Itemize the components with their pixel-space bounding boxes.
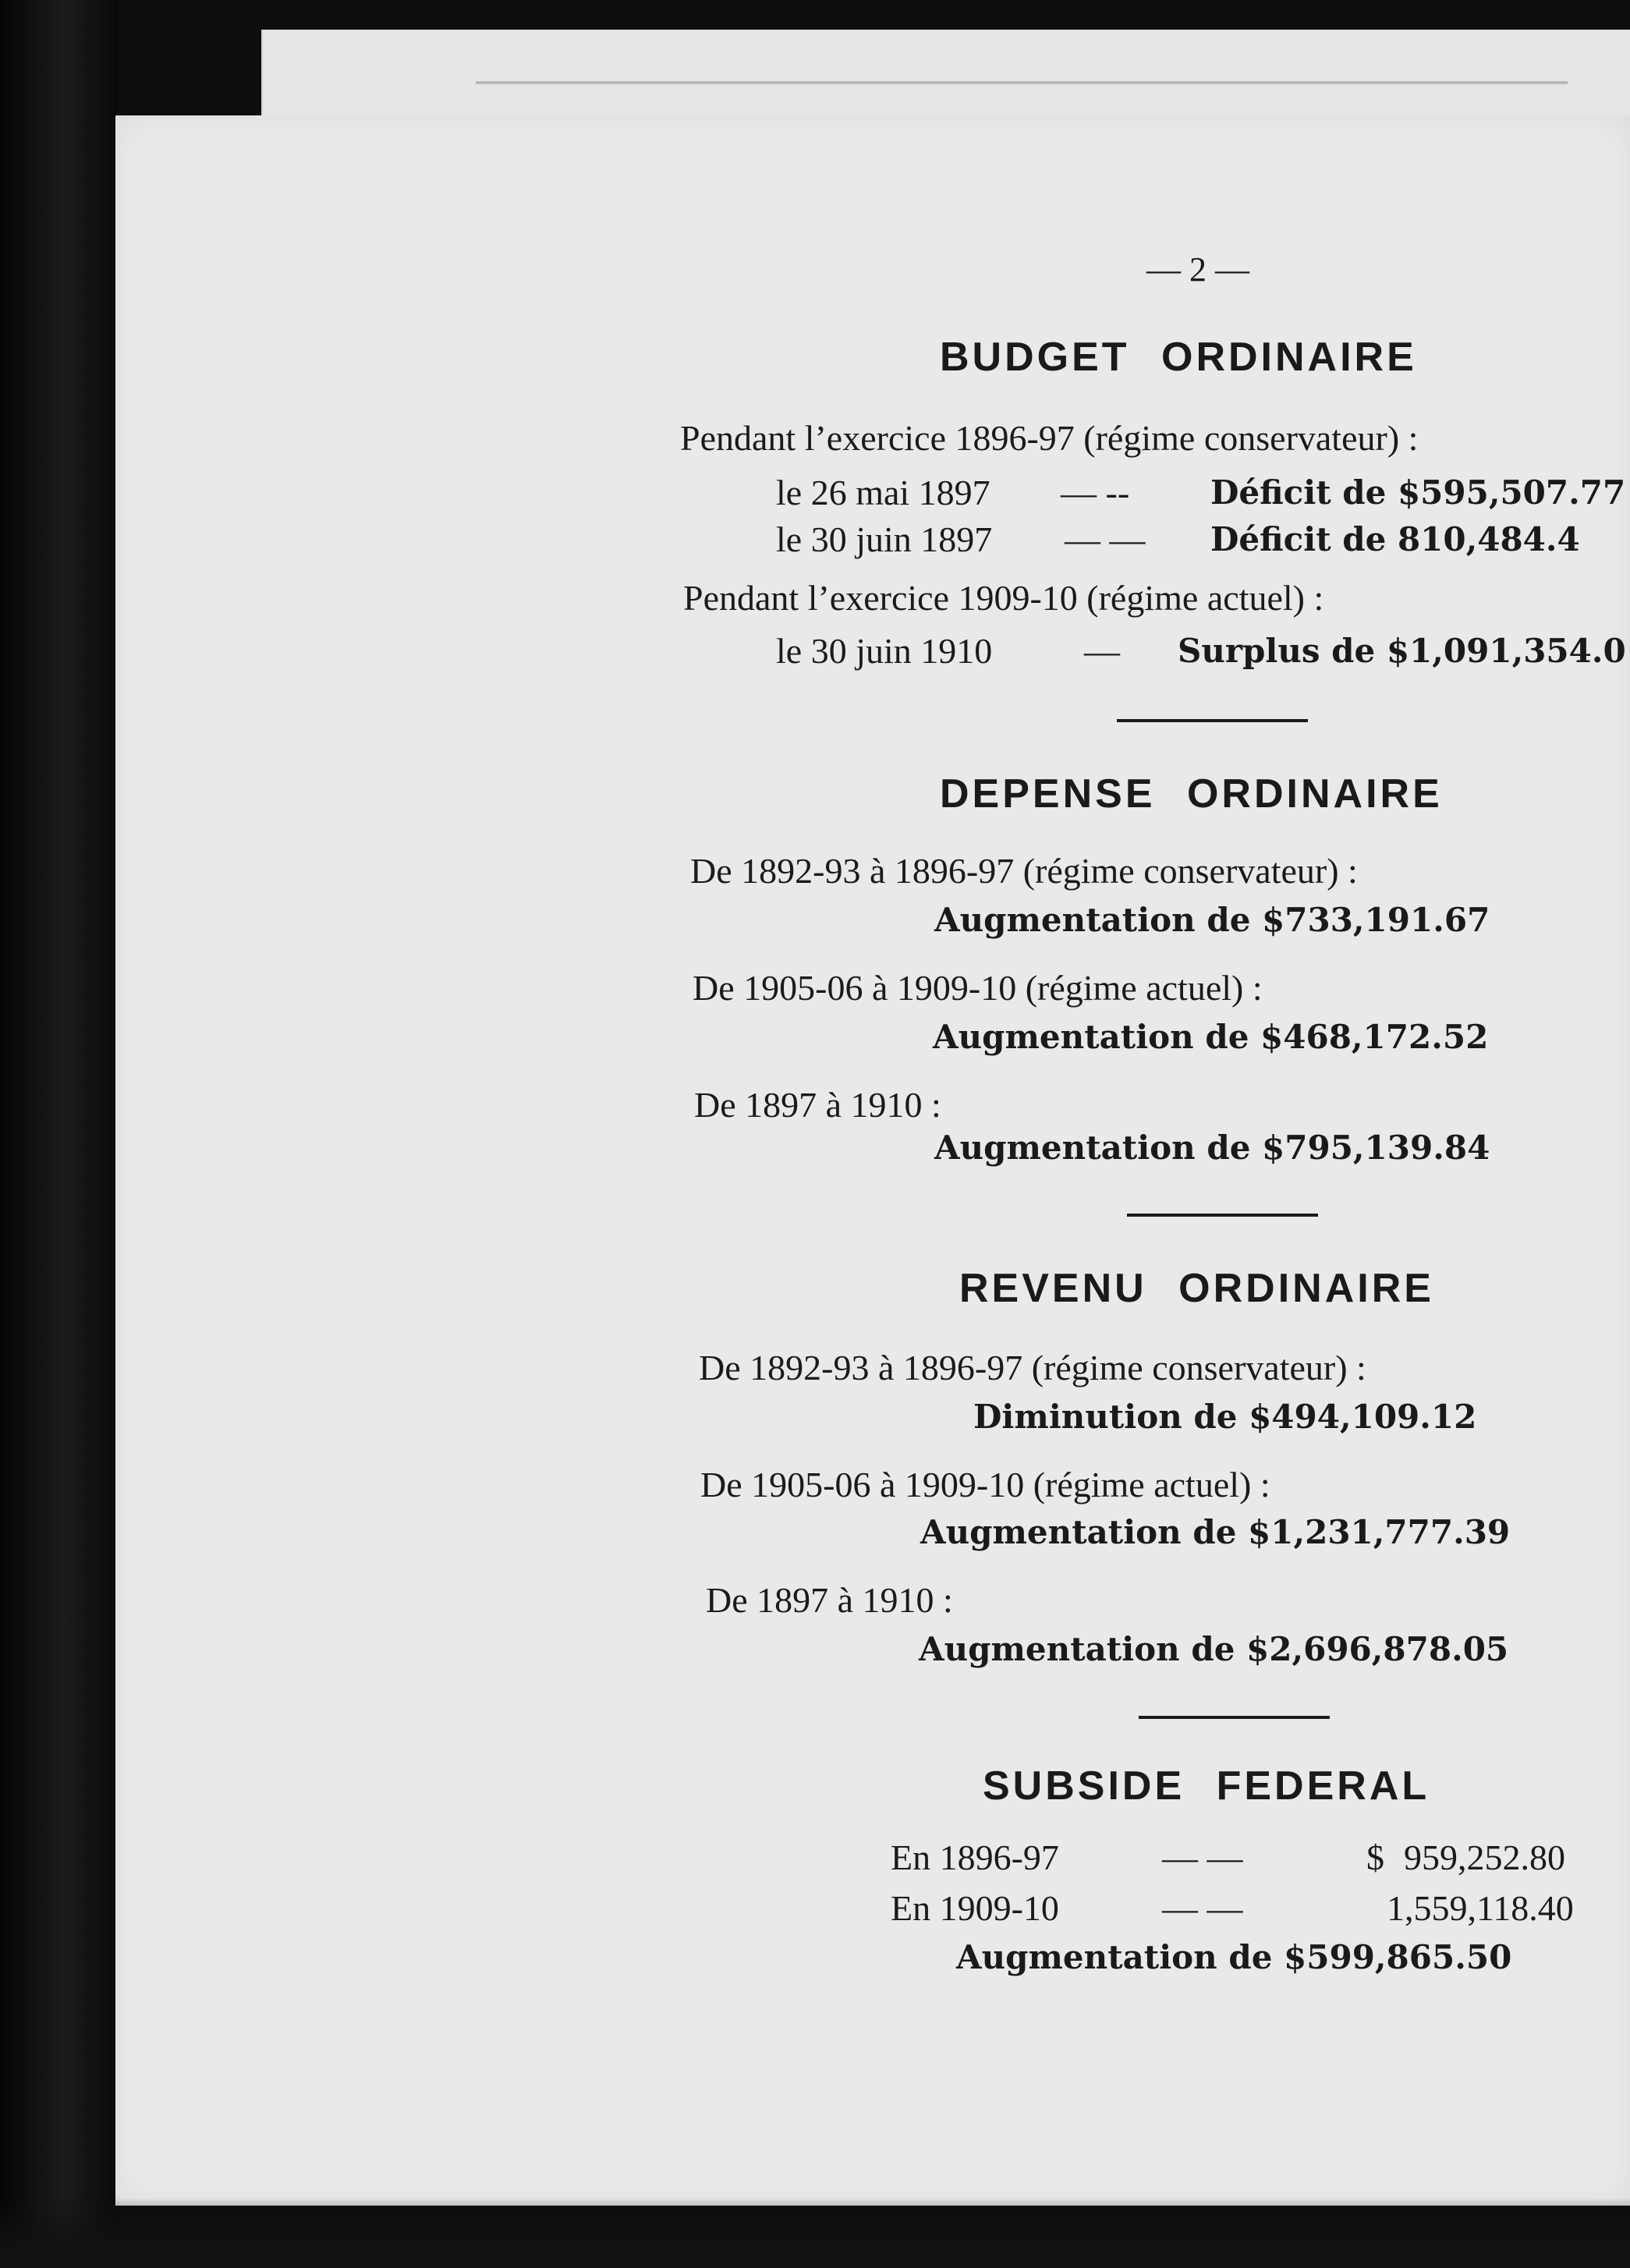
subside-row-1-label: En 1896-97 [891,1837,1059,1877]
depense-line-2: Augmentation de $733,191.67 [934,901,1490,939]
revenu-line-3: De 1905-06 à 1909-10 (régime actuel) : [700,1465,1270,1504]
revenu-line-2: Diminution de $494,109.12 [973,1398,1477,1436]
revenu-line-4: Augmentation de $1,231,777.39 [920,1513,1511,1551]
budget-line-5-value: Surplus de $1,091,354.0 [1178,632,1626,670]
budget-line-3-value: Déficit de 810,484.4 [1210,520,1580,558]
page-number: — 2 — [1146,250,1249,289]
subside-row-1-value: 959,252.80 [1404,1837,1565,1877]
depense-line-3: De 1905-06 à 1909-10 (régime actuel) : [693,968,1263,1008]
revenu-line-5: De 1897 à 1910 : [706,1580,953,1620]
scan-dark-border [0,0,117,2268]
budget-line-2-value: Déficit de $595,507.77 [1210,473,1626,512]
subside-heading: SUBSIDE FEDERAL [983,1763,1430,1809]
budget-line-5-dash: — [1084,631,1120,671]
depense-line-1: De 1892-93 à 1896-97 (régime conservateur) : [690,851,1358,891]
revenu-line-1: De 1892-93 à 1896-97 (régime conservateur) : [699,1348,1366,1387]
budget-line-4: Pendant l’exercice 1909-10 (régime actuel) : [683,578,1324,618]
subside-total: Augmentation de $599,865.50 [956,1938,1512,1976]
budget-line-2-date: le 26 mai 1897 [776,473,990,512]
budget-heading: BUDGET ORDINAIRE [940,335,1417,380]
subside-row-1-currency: $ [1366,1837,1384,1877]
revenu-line-6: Augmentation de $2,696,878.05 [919,1630,1509,1668]
subside-row-2-label: En 1909-10 [891,1888,1059,1928]
budget-line-3-dash: — — [1065,519,1146,559]
scan-bottom-edge [0,2198,1630,2268]
subside-row-2-value: 1,559,118.40 [1387,1888,1574,1928]
depense-heading: DEPENSE ORDINAIRE [940,771,1443,817]
depense-line-5: De 1897 à 1910 : [694,1085,941,1125]
section-divider [1127,1214,1318,1217]
depense-line-4: Augmentation de $468,172.52 [933,1018,1489,1056]
depense-line-6: Augmentation de $795,139.84 [934,1129,1490,1167]
budget-line-5-date: le 30 juin 1910 [776,631,993,671]
section-divider [1139,1716,1330,1719]
revenu-heading: REVENU ORDINAIRE [959,1266,1434,1311]
top-edge-line [476,81,1568,84]
subside-row-2-dash: — — [1162,1888,1243,1928]
budget-line-2-dash: — -- [1061,473,1130,512]
budget-line-3-date: le 30 juin 1897 [776,519,993,559]
budget-line-1: Pendant l’exercice 1896-97 (régime conservateur) : [680,418,1419,458]
subside-row-1-dash: — — [1162,1837,1243,1877]
section-divider [1117,719,1308,722]
